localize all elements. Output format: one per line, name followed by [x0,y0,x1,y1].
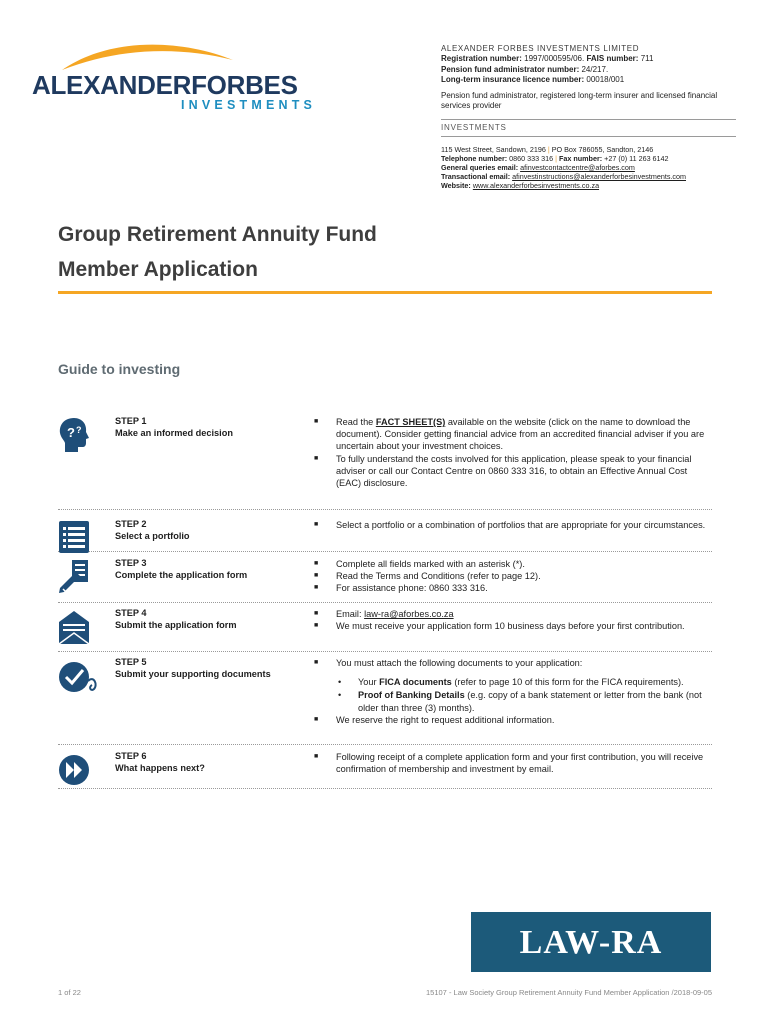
svg-text:?: ? [76,425,82,435]
step-heading: STEP 6 What happens next? [115,751,205,773]
envelope-icon [58,608,90,646]
alexander-forbes-logo [28,40,328,120]
list-item: ■ For assistance phone: 0860 333 316. [314,582,714,594]
logo-subtitle: INVESTMENTS [181,98,317,112]
divider [441,136,736,137]
fast-forward-icon [58,751,90,789]
transactional-email-line: Transactional email: afinvestinstructions@alexanderforbesinvestments.com [441,172,686,182]
title-line-1: Group Retirement Annuity Fund [58,223,377,246]
step-3 [58,558,712,603]
list-item: ■ Read the Terms and Conditions (refer to page 12). [314,570,714,582]
sub-list-item: • Proof of Banking Details (e.g. copy of a bank statement or letter from the bank (not older than three (3) months). [314,689,714,713]
list-item: ■ Read the FACT SHEET(S) available on the website (click on the name to download the document). Consider getting financial advice from an accredited financial adviser if you are uncertain about your investment choices. [314,416,714,453]
fact-sheet-link[interactable]: FACT SHEET(S) [375,417,446,427]
step-6 [58,751,712,789]
head-question-icon [58,416,90,454]
step-1 [58,416,712,510]
divider [441,119,736,120]
registration-line: Registration number: 1997/000595/06. FAIS number: 711 [441,54,654,64]
general-email-line: General queries email: afinvestcontactcentre@aforbes.com [441,163,635,173]
list-item: ■ Following receipt of a complete application form and your first contribution, you will receive confirmation of membership and investment by email. [314,751,714,775]
step-2 [58,519,712,552]
page-title [58,217,377,287]
page-number: 1 of 22 [58,988,81,997]
step-heading: STEP 4 Submit the application form [115,608,237,630]
list-item: ■ Complete all fields marked with an asterisk (*). [314,558,714,570]
document-reference: 15107 - Law Society Group Retirement Annuity Fund Member Application /2018-09-05 [426,988,712,997]
title-line-2: Member Application [58,258,258,281]
list-item: ■ Select a portfolio or a combination of portfolios that are appropriate for your circumstances. [314,519,714,531]
list-item: ■ Email: law-ra@aforbes.co.za [314,608,714,620]
document-list-icon [58,519,90,557]
form-pencil-icon [58,558,90,596]
list-item: ■ To fully understand the costs involved for this application, please speak to your financial adviser or call our Contact Centre on 0860 333 316, to obtain an Effective Annual Cost (EAC) disclosure. [314,453,714,490]
email-link[interactable]: law-ra@aforbes.co.za [364,609,454,619]
company-description: Pension fund administrator, registered long-term insurer and licensed financial services provider [441,91,718,111]
website-line: Website: www.alexanderforbesinvestments.co.za [441,181,600,191]
website-link[interactable]: www.alexanderforbesinvestments.co.za [472,181,600,191]
guide-heading: Guide to investing [58,361,181,377]
step-body [314,751,714,775]
company-details [441,44,741,191]
step-body [314,416,714,489]
licence-line: Long-term insurance licence number: 00018/001 [441,74,625,84]
step-heading: STEP 5 Submit your supporting documents [115,657,271,679]
title-underline [58,291,712,294]
documents-check-icon [58,657,102,695]
pfa-line: Pension fund administrator number: 24/217. [441,64,609,74]
step-heading: STEP 1 Make an informed decision [115,416,233,438]
phone-line: Telephone number: 0860 333 316 | Fax number: +27 (0) 11 263 6142 [441,154,669,164]
step-body [314,657,714,726]
step-4 [58,608,712,652]
step-heading: STEP 2 Select a portfolio [115,519,190,541]
step-heading: STEP 3 Complete the application form [115,558,248,580]
company-name: ALEXANDER FORBES INVESTMENTS LIMITED [441,44,640,53]
section-label: INVESTMENTS [441,122,507,132]
list-item: ■ We must receive your application form 10 business days before your first contribution. [314,620,714,632]
address-line: 115 West Street, Sandown, 2196 | PO Box 786055, Sandton, 2146 [441,145,654,155]
general-email-link[interactable]: afinvestcontactcentre@aforbes.com [520,163,635,173]
logo-wordmark: ALEXANDERFORBES [32,70,298,100]
law-ra-text: LAW-RA [519,924,663,961]
transactional-email-link[interactable]: afinvestinstructions@alexanderforbesinvestments.com [512,172,686,182]
svg-text:?: ? [67,425,75,440]
list-item: ■ You must attach the following documents to your application: [314,657,714,669]
sub-list-item: • Your FICA documents (refer to page 10 of this form for the FICA requirements). [314,676,714,688]
step-body [314,608,714,632]
step-body [314,558,714,595]
law-ra-badge [471,912,711,972]
step-body [314,519,714,531]
step-5 [58,657,712,745]
list-item: ■ We reserve the right to request additional information. [314,714,714,726]
